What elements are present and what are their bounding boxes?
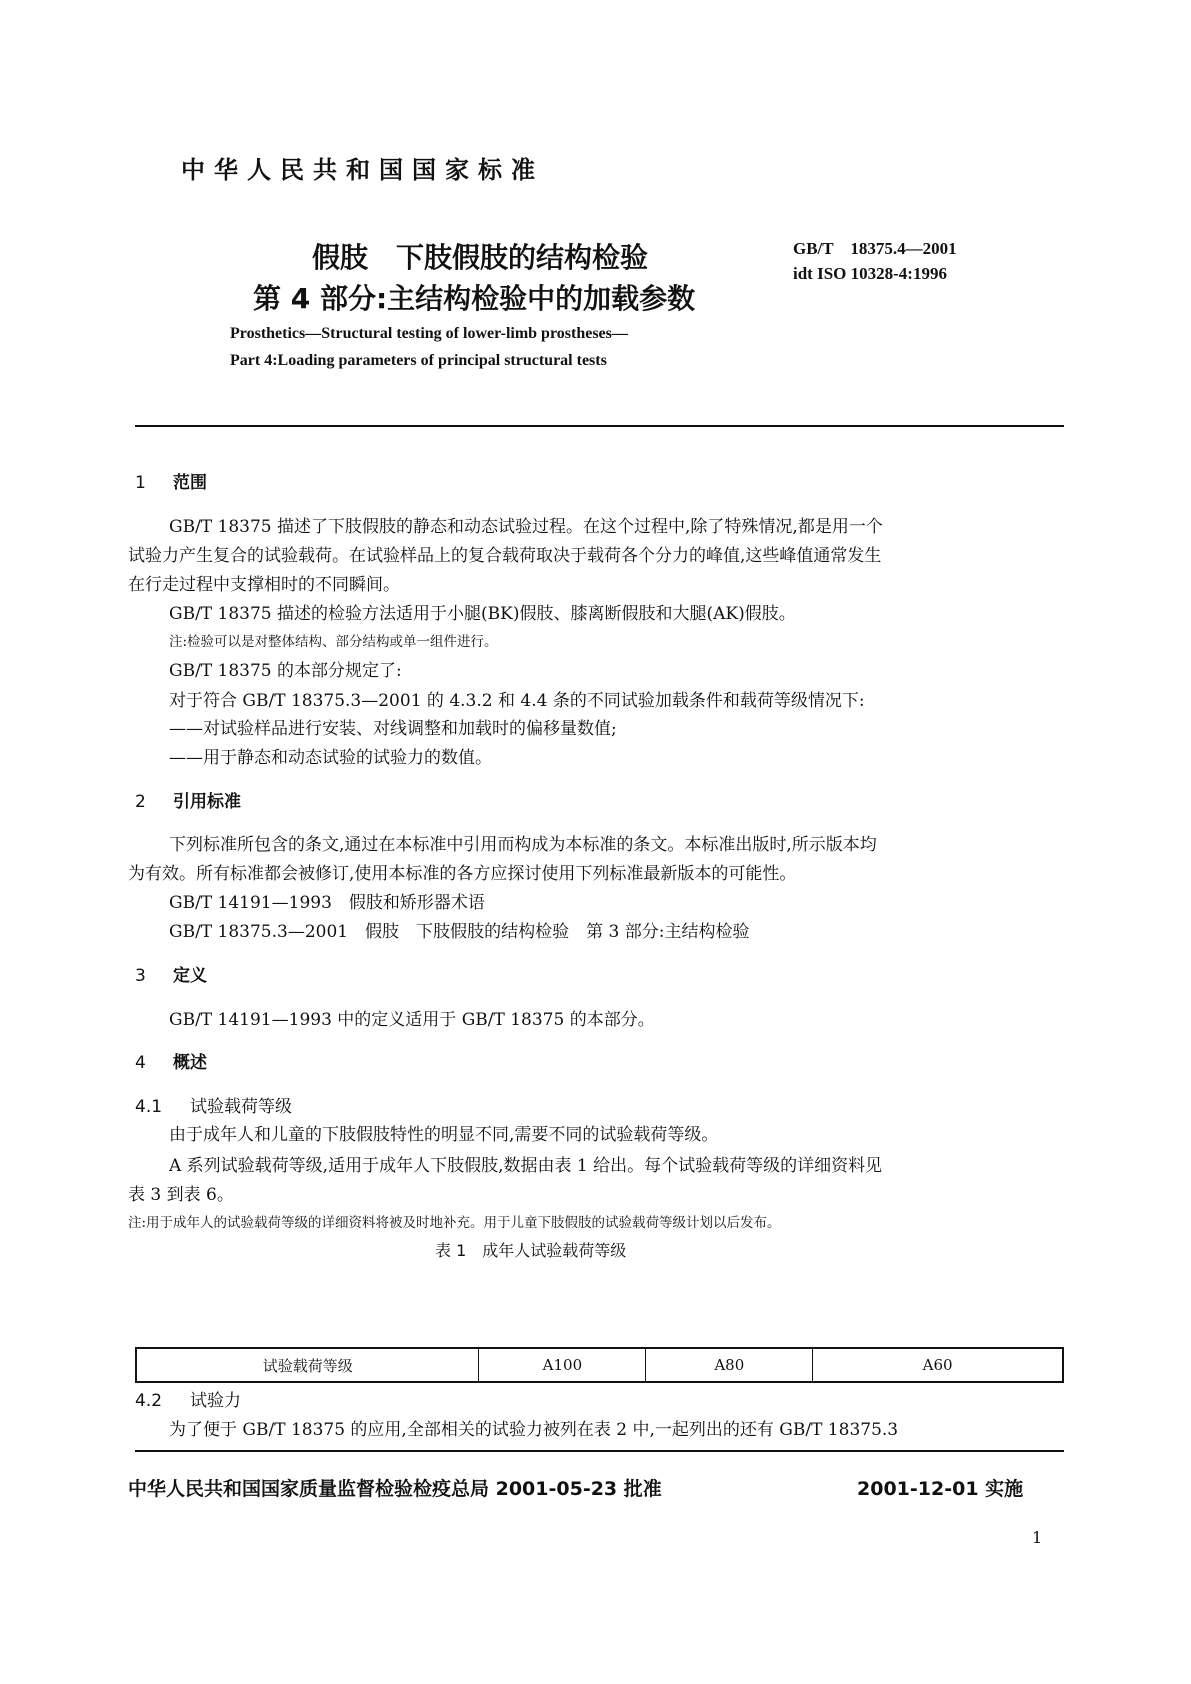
section-title: 试验载荷等级	[190, 1097, 292, 1117]
section-number: 4	[135, 1053, 146, 1073]
title-line-1: 假肢 下肢假肢的结构检验	[312, 241, 649, 274]
section-number: 4.2	[135, 1391, 163, 1411]
section-number: 3	[135, 966, 146, 986]
approval-line: 中华人民共和国国家质量监督检验检疫总局 2001-05-23 批准	[128, 1478, 662, 1500]
section-title: 范围	[173, 473, 207, 493]
section-4-1-heading	[135, 1092, 292, 1117]
table-cell: A60	[813, 1348, 1063, 1382]
section-number: 4.1	[135, 1097, 163, 1117]
section-4-2-heading	[135, 1386, 241, 1411]
table-1	[135, 1347, 1064, 1383]
s4-1-paragraph-2-line-1: A 系列试验载荷等级,适用于成年人下肢假肢,数据由表 1 给出。每个试验载荷等级的详细资料见	[169, 1156, 883, 1176]
section-3-heading	[135, 961, 207, 986]
footer-divider	[135, 1450, 1064, 1452]
section-number: 1	[135, 473, 146, 493]
english-title-line-1: Prosthetics—Structural testing of lower-limb prostheses—	[230, 325, 628, 342]
standard-number: GB/T 18375.4—2001	[793, 239, 957, 258]
table-row	[136, 1348, 1063, 1382]
section-2-heading	[135, 787, 241, 812]
s2-reference-1: GB/T 14191—1993 假肢和矫形器术语	[169, 893, 485, 913]
s4-1-paragraph-1: 由于成年人和儿童的下肢假肢特性的明显不同,需要不同的试验载荷等级。	[169, 1125, 719, 1145]
s4-1-paragraph-2-line-2: 表 3 到表 6。	[128, 1185, 234, 1205]
s4-1-note: 注:用于成年人的试验载荷等级的详细资料将被及时地补充。用于儿童下肢假肢的试验载荷等级计划以后发布。	[128, 1215, 781, 1231]
title-line-2: 第 4 部分:主结构检验中的加载参数	[253, 282, 696, 315]
section-title: 试验力	[190, 1391, 241, 1411]
table-cell: A80	[646, 1348, 813, 1382]
s1-paragraph-1-line-1: GB/T 18375 描述了下肢假肢的静态和动态试验过程。在这个过程中,除了特殊情况,都是用一个	[169, 517, 883, 537]
s2-paragraph-line-2: 为有效。所有标准都会被修订,使用本标准的各方应探讨使用下列标准最新版本的可能性。	[128, 864, 797, 884]
section-title: 概述	[173, 1053, 207, 1073]
s4-2-paragraph: 为了便于 GB/T 18375 的应用,全部相关的试验力被列在表 2 中,一起列出的还有 GB/T 18375.3	[169, 1420, 899, 1440]
s1-paragraph-4: 对于符合 GB/T 18375.3—2001 的 4.3.2 和 4.4 条的不同试验加载条件和载荷等级情况下:	[169, 691, 865, 711]
page-number: 1	[1032, 1528, 1043, 1547]
s1-paragraph-1-line-2: 试验力产生复合的试验载荷。在试验样品上的复合载荷取决于载荷各个分力的峰值,这些峰值通常发生	[128, 546, 882, 566]
s1-paragraph-1-line-3: 在行走过程中支撑相时的不同瞬间。	[128, 575, 400, 595]
s1-note: 注:检验可以是对整体结构、部分结构或单一组件进行。	[169, 634, 498, 650]
table-cell: 试验载荷等级	[136, 1348, 479, 1382]
section-4-heading	[135, 1048, 207, 1073]
s2-paragraph-line-1: 下列标准所包含的条文,通过在本标准中引用而构成为本标准的条文。本标准出版时,所示版本均	[169, 835, 877, 855]
header-divider	[135, 425, 1064, 427]
section-1-heading	[135, 468, 207, 493]
table-cell: A100	[479, 1348, 646, 1382]
national-standard-heading: 中华人民共和国国家标准	[181, 156, 544, 184]
standard-number-block	[793, 236, 957, 286]
implementation-date: 2001-12-01 实施	[857, 1478, 1024, 1500]
section-title: 引用标准	[173, 792, 241, 812]
s1-list-item-2: ——用于静态和动态试验的试验力的数值。	[169, 748, 492, 768]
s3-paragraph: GB/T 14191—1993 中的定义适用于 GB/T 18375 的本部分。	[169, 1010, 655, 1030]
section-number: 2	[135, 792, 146, 812]
s1-paragraph-3: GB/T 18375 的本部分规定了:	[169, 661, 402, 681]
s1-paragraph-2: GB/T 18375 描述的检验方法适用于小腿(BK)假肢、膝离断假肢和大腿(AK)假肢。	[169, 604, 796, 624]
section-title: 定义	[173, 966, 207, 986]
s2-reference-2: GB/T 18375.3—2001 假肢 下肢假肢的结构检验 第 3 部分:主结构检验	[169, 922, 750, 942]
table-1-caption: 表 1 成年人试验载荷等级	[435, 1241, 627, 1260]
identical-to: idt ISO 10328-4:1996	[793, 264, 947, 283]
english-title-line-2: Part 4:Loading parameters of principal structural tests	[230, 352, 607, 369]
s1-list-item-1: ——对试验样品进行安装、对线调整和加载时的偏移量数值;	[169, 719, 617, 739]
